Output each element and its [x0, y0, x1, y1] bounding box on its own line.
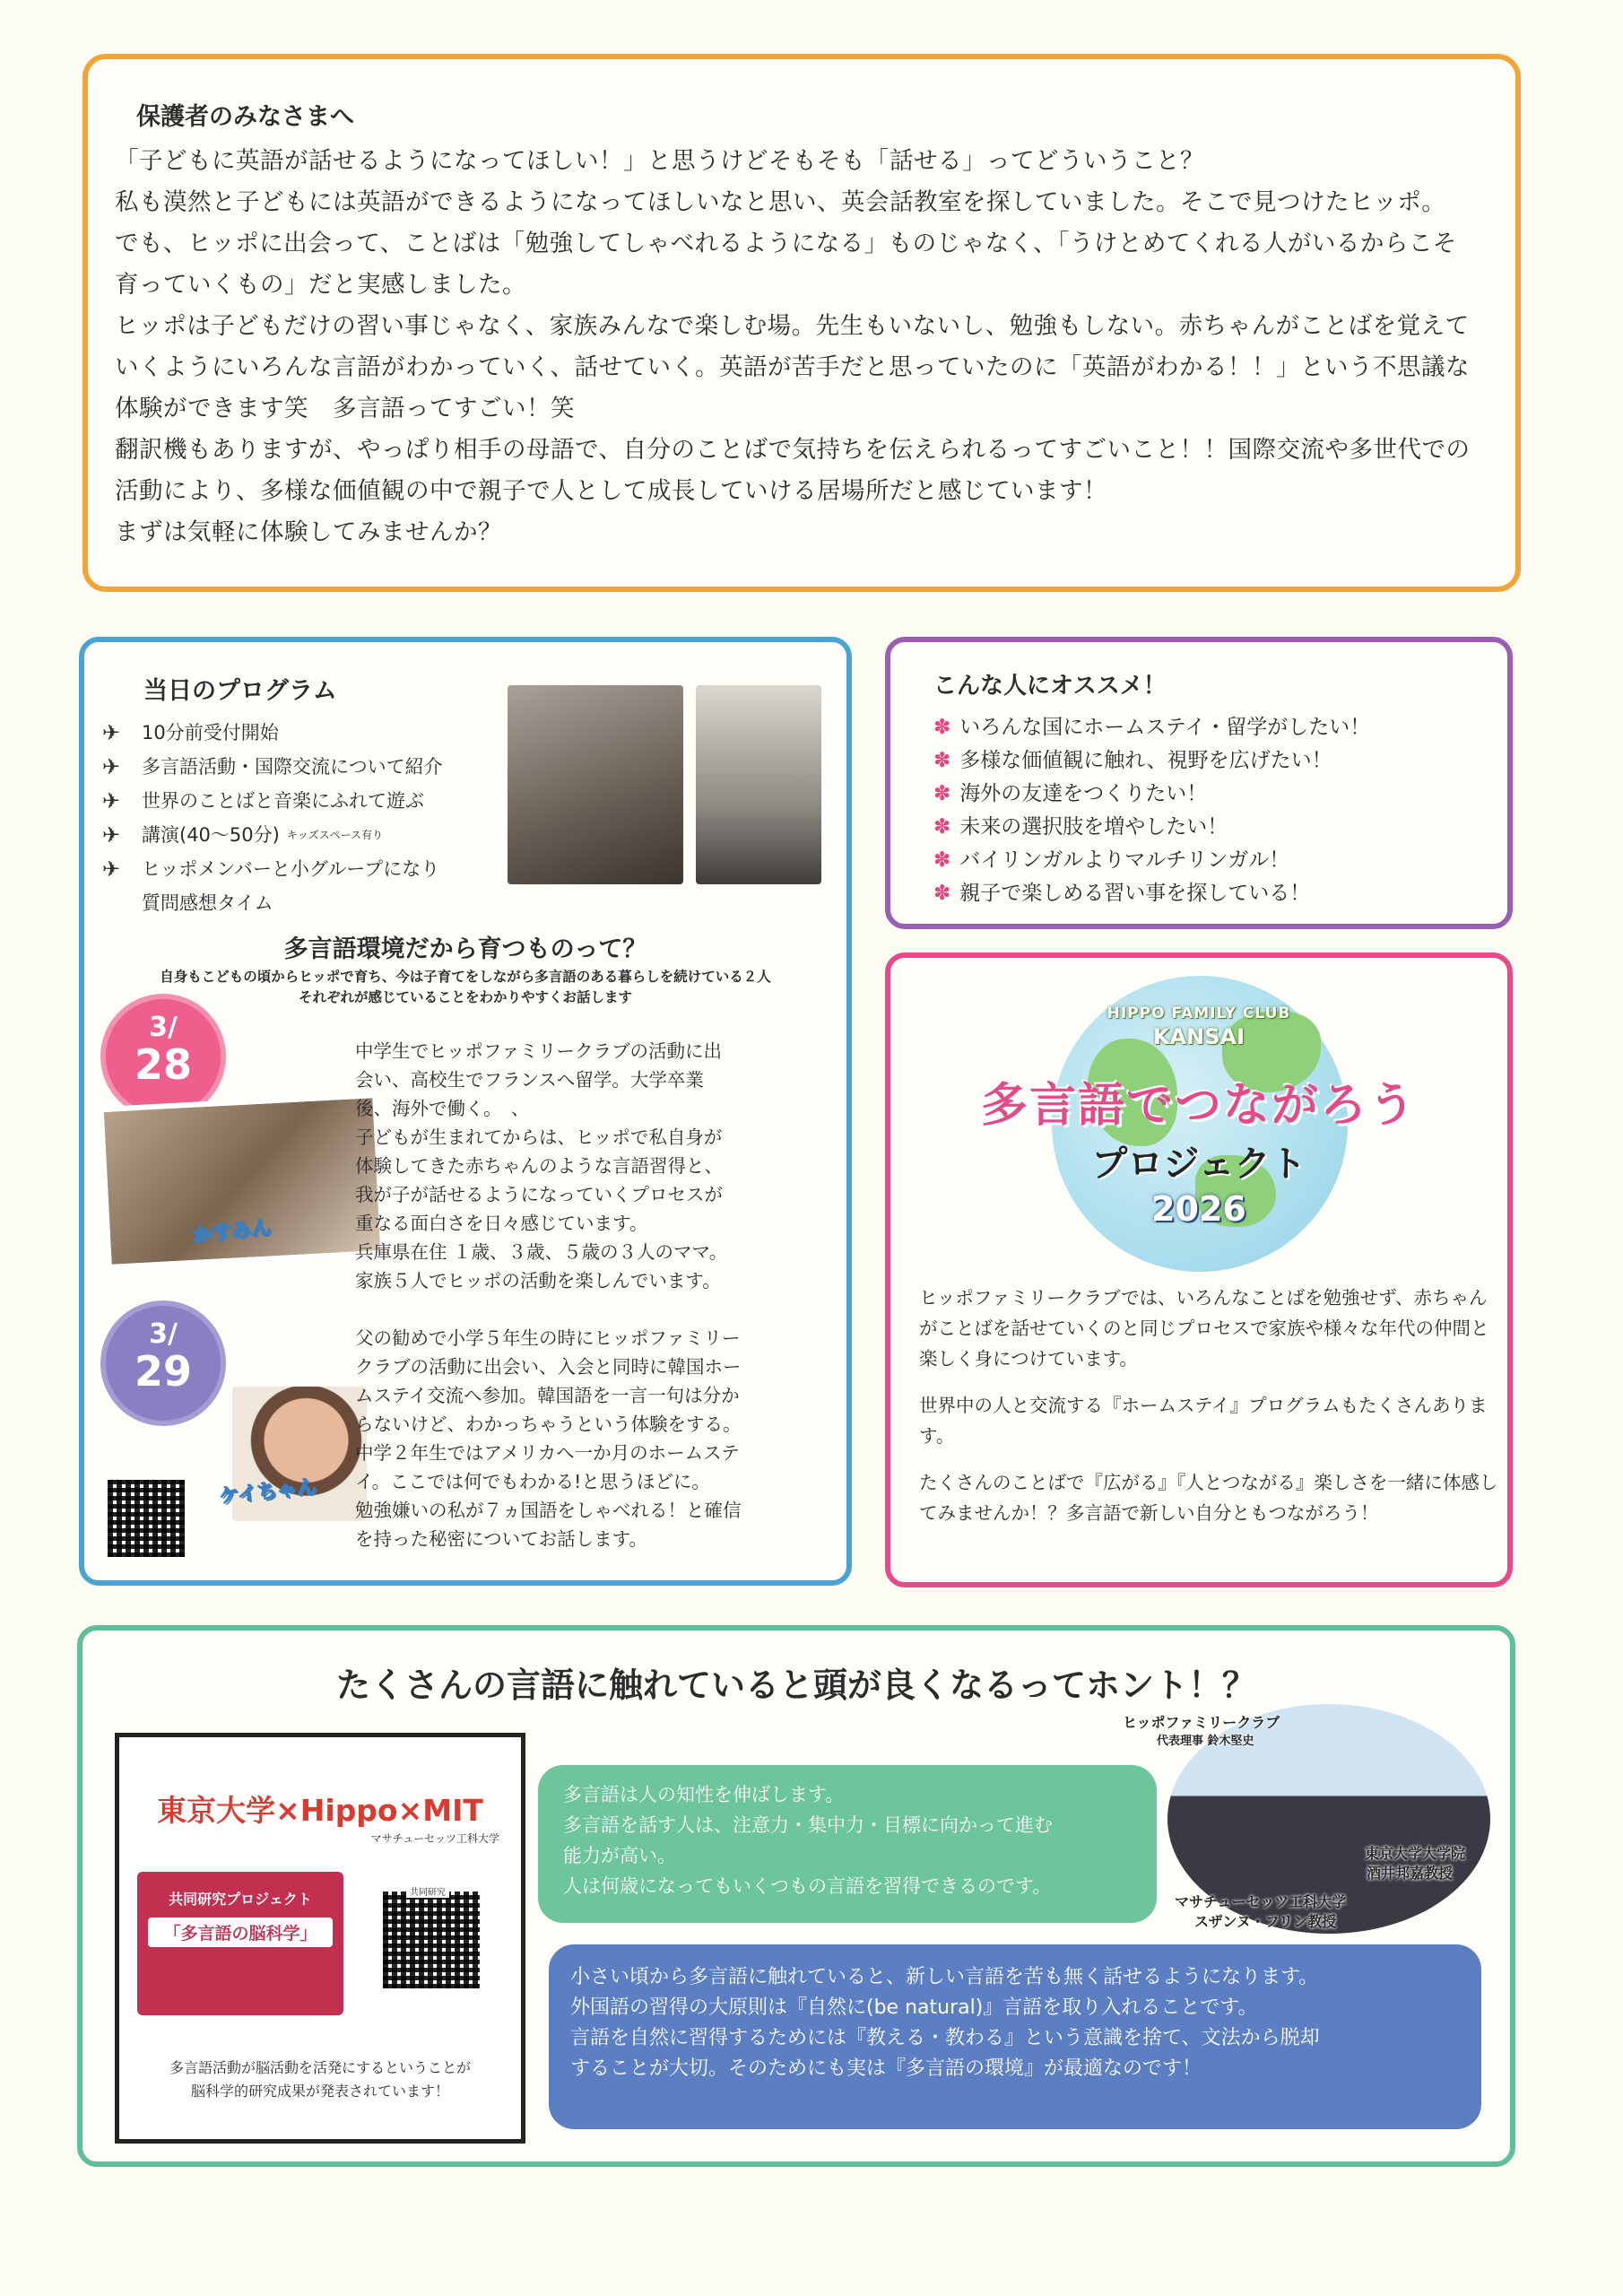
recommend-title: こんな人にオススメ！ — [933, 673, 1167, 700]
program-item-label: 世界のことばと音楽にふれて遊ぶ — [142, 790, 424, 812]
bio-line: 勉強嫌いの私が７ヵ国語をしゃべれる！と確信 — [355, 1500, 742, 1521]
qr-code-icon[interactable] — [104, 1476, 188, 1561]
bubble-line: 多言語は人の知性を伸ばします。 — [563, 1784, 845, 1805]
project-paragraph: ヒッポファミリークラブでは、いろんなことばを勉強せず、赤ちゃんがことばを話せていくのと同じプロセスで家族や様々な年代の仲間と楽しく身につけています。 — [919, 1287, 1489, 1370]
recommend-label: 海外の友達をつくりたい！ — [959, 782, 1208, 805]
project-year: 2026 — [1151, 1189, 1246, 1229]
program-item-label: 質問感想タイム — [142, 892, 273, 914]
photo-caption: 東京大学大学院 — [1365, 1845, 1466, 1862]
intro-line: それぞれが感じていることをわかりやすくお話します — [298, 989, 632, 1005]
speech-bubble — [549, 1944, 1481, 2129]
airplane-icon: ✈ — [102, 857, 121, 882]
qr-code-icon[interactable] — [379, 1888, 483, 1992]
bubble-line: 言語を自然に習得するためには『教える・教わる』という意識を捨て、文法から脱却 — [570, 2027, 1320, 2049]
bio-line: 子どもが生まれてからは、ヒッポで私自身が — [355, 1126, 723, 1148]
bio-line: らないけど、わかっちゃうという体験をする。 — [355, 1413, 742, 1435]
bio-line: 家族５人でヒッポの活動を楽しんでいます。 — [355, 1270, 721, 1292]
program-title: 当日のプログラム — [143, 677, 337, 705]
bio-line: 父の勧めで小学５年生の時にヒッポファミリー — [355, 1327, 741, 1349]
recommend-section — [885, 637, 1513, 929]
program-intro — [84, 967, 846, 1008]
letter-heading: 保護者のみなさまへ — [136, 103, 354, 131]
project-subtitle: プロジェクト — [1091, 1144, 1306, 1185]
letter-line: ヒッポは子どもだけの習い事じゃなく、家族みんなで楽しむ場。先生もいないし、勉強もしない。赤ちゃんがことばを覚えて — [115, 312, 1470, 340]
family-photo — [98, 1092, 386, 1270]
club-logo-text: HIPPO FAMILY CLUB — [1107, 1004, 1291, 1022]
card-title: 「多言語の脳科学」 — [148, 1918, 333, 1947]
project-paragraph: たくさんのことばで『広がる』『人とつながる』楽しさを一緒に体感してみませんか！？多言語で新しい自分ともつながろう！ — [919, 1472, 1498, 1524]
research-card — [115, 1733, 525, 2144]
caption-line: 脳科学的研究成果が発表されています！ — [190, 2083, 449, 2100]
airplane-icon: ✈ — [102, 720, 121, 745]
project-title: 多言語でつながろう — [980, 1079, 1417, 1133]
flower-bullet-icon: ✽ — [933, 716, 951, 739]
program-item-label: 多言語活動・国際交流について紹介 — [142, 756, 443, 778]
speaker-name-label: かすみん — [191, 1216, 273, 1248]
recommend-item — [933, 778, 1507, 811]
recommend-item — [933, 844, 1507, 877]
parents-letter — [82, 54, 1521, 592]
program-item-label: 講演(40〜50分) — [142, 824, 280, 846]
letter-line: でも、ヒッポに出会って、ことばは「勉強してしゃべれるようになる」ものじゃなく、「うけとめてくれる人がいるからこそ — [115, 230, 1457, 257]
letter-line: 育っていくもの」だと実感しました。 — [115, 271, 526, 299]
flower-bullet-icon: ✽ — [933, 749, 951, 772]
science-title: たくさんの言語に触れていると頭が良くなるってホント！？ — [335, 1665, 1256, 1705]
airplane-icon: ✈ — [102, 822, 121, 848]
recommend-label: いろんな国にホームステイ・留学がしたい！ — [959, 716, 1371, 739]
bubble-line: 人は何歳になってもいくつもの言語を習得できるのです。 — [563, 1875, 1052, 1897]
bio-line: 中学２年生ではアメリカへ一か月のホームステ — [355, 1442, 740, 1464]
bubble-line: 小さい頃から多言語に触れていると、新しい言語を苦も無く話せるようになります。 — [570, 1966, 1319, 1988]
date-day: 29 — [134, 1347, 192, 1396]
recommend-item — [933, 711, 1507, 744]
research-subheader: マサチューセッツ工科大学 — [370, 1832, 499, 1845]
bio-line: 重なる面白さを日々感じています。 — [355, 1213, 648, 1234]
letter-line: 活動により、多様な価値観の中で親子で人として成長していける居場所だと感じています！ — [115, 477, 1107, 505]
event-photo — [508, 685, 683, 884]
program-item-label: 10分前受付開始 — [142, 722, 279, 744]
caption-line: 多言語活動が脳活動を活発にするということが — [169, 2059, 471, 2076]
bio-line: 後、海外で働く。 、 — [355, 1098, 530, 1119]
recommend-label: 未来の選択肢を増やしたい！ — [959, 815, 1228, 839]
program-subhead: 多言語環境だから育つものって？ — [283, 935, 647, 963]
speech-bubble — [538, 1765, 1157, 1923]
bubble-line: 能力が高い。 — [563, 1845, 676, 1866]
photo-caption: マサチューセッツ工科大学 — [1175, 1893, 1347, 1910]
research-header: 東京大学×Hippo×MIT — [157, 1793, 483, 1828]
recommend-item — [933, 811, 1507, 844]
bio-line: ムステイ交流へ参加。韓国語を一言一句は分か — [355, 1385, 740, 1406]
research-project-card — [137, 1872, 343, 2015]
photo-caption: 酒井邦嘉教授 — [1367, 1865, 1454, 1882]
flower-bullet-icon: ✽ — [933, 782, 951, 805]
letter-line: まずは気軽に体験してみませんか？ — [115, 518, 502, 546]
speaker-photo — [696, 685, 821, 884]
speaker-name-label: ケイちゃん — [218, 1475, 317, 1509]
flower-bullet-icon: ✽ — [933, 848, 951, 872]
letter-line: 体験ができます笑 多言語ってすごい！笑 — [115, 395, 575, 422]
card-label: 共同研究プロジェクト — [169, 1891, 312, 1908]
airplane-icon: ✈ — [102, 788, 121, 813]
airplane-icon: ✈ — [102, 754, 121, 779]
letter-line: 私も漠然と子どもには英語ができるようになってほしいなと思い、英会話教室を探していました。そこで見つけたヒッポ。 — [115, 188, 1446, 216]
bio-line: クラブの活動に出会い、入会と同時に韓国ホー — [355, 1356, 742, 1378]
date-month: 3/ — [149, 1318, 178, 1350]
letter-line: 「子どもに英語が話せるようになってほしい！」と思うけどそもそも「話せる」ってどういうこと？ — [115, 147, 1204, 175]
date-month: 3/ — [149, 1012, 178, 1043]
speaker-bio — [355, 1324, 839, 1553]
letter-line: いくようにいろんな言語がわかっていく、話せていく。英語が苦手だと思っていたのに「英語がわかる！！」という不思議な — [115, 353, 1470, 381]
bio-line: 体験してきた赤ちゃんのような言語習得と、 — [355, 1155, 723, 1177]
bubble-line: 外国語の習得の大原則は『自然に(be natural)』言語を取り入れることです。 — [570, 1996, 1258, 2019]
photo-caption: 代表理事 鈴木堅史 — [1157, 1735, 1254, 1748]
bubble-line: することが大切。そのためにも実は『多言語の環境』が最適なのです！ — [570, 2057, 1202, 2080]
program-item-label: ヒッポメンバーと小グループになり — [142, 858, 440, 880]
speaker-bio — [355, 1037, 839, 1295]
date-badge — [106, 999, 221, 1114]
bio-line: 中学生でヒッポファミリークラブの活動に出 — [355, 1040, 722, 1062]
bio-line: 兵庫県在住 １歳、３歳、５歳の３人のママ。 — [355, 1241, 728, 1263]
club-region-text: KANSAI — [1152, 1024, 1245, 1049]
program-section — [79, 637, 852, 1586]
project-section — [885, 952, 1513, 1587]
letter-line: 翻訳機もありますが、やっぱり相手の母語で、自分のことばで気持ちを伝えられるってすごいこと！！国際交流や多世代での — [115, 436, 1471, 464]
research-caption — [119, 2057, 521, 2103]
project-description — [919, 1283, 1502, 1544]
photo-caption: ヒッポファミリークラブ — [1123, 1714, 1280, 1731]
bio-line: を持った秘密についてお話します。 — [355, 1528, 647, 1550]
date-badge — [106, 1306, 221, 1421]
kids-space-note: キッズスペース有り — [286, 829, 384, 841]
flower-bullet-icon: ✽ — [933, 815, 951, 839]
recommend-item — [933, 877, 1507, 910]
bio-line: 会い、高校生でフランスへ留学。大学卒業 — [355, 1069, 704, 1091]
bubble-line: 多言語を話す人は、注意力・集中力・目標に向かって進む — [563, 1814, 1053, 1836]
recommend-label: バイリンガルよりマルチリンガル！ — [959, 848, 1290, 872]
intro-line: 自身もこどもの頃からヒッポで育ち、今は子育てをしながら多言語のある暮らしを続けている２人 — [160, 969, 771, 985]
program-item — [102, 886, 586, 920]
date-day: 28 — [134, 1040, 192, 1089]
science-section — [77, 1625, 1515, 2167]
recommend-label: 親子で楽しめる習い事を探している！ — [959, 882, 1311, 905]
recommend-label: 多様な価値観に触れ、視野を広げたい！ — [959, 749, 1332, 772]
recommend-item — [933, 744, 1507, 778]
photo-caption: スザンヌ・フリン教授 — [1194, 1913, 1337, 1930]
bio-line: 我が子が話せるようになっていくプロセスが — [355, 1184, 723, 1205]
bio-line: イ。ここでは何でもわかる!と思うほどに。 — [355, 1471, 710, 1492]
flower-bullet-icon: ✽ — [933, 882, 951, 905]
project-paragraph: 世界中の人と交流する『ホームステイ』プログラムもたくさんあります。 — [919, 1395, 1488, 1447]
qr-label: 共同研究 — [406, 1884, 449, 1898]
